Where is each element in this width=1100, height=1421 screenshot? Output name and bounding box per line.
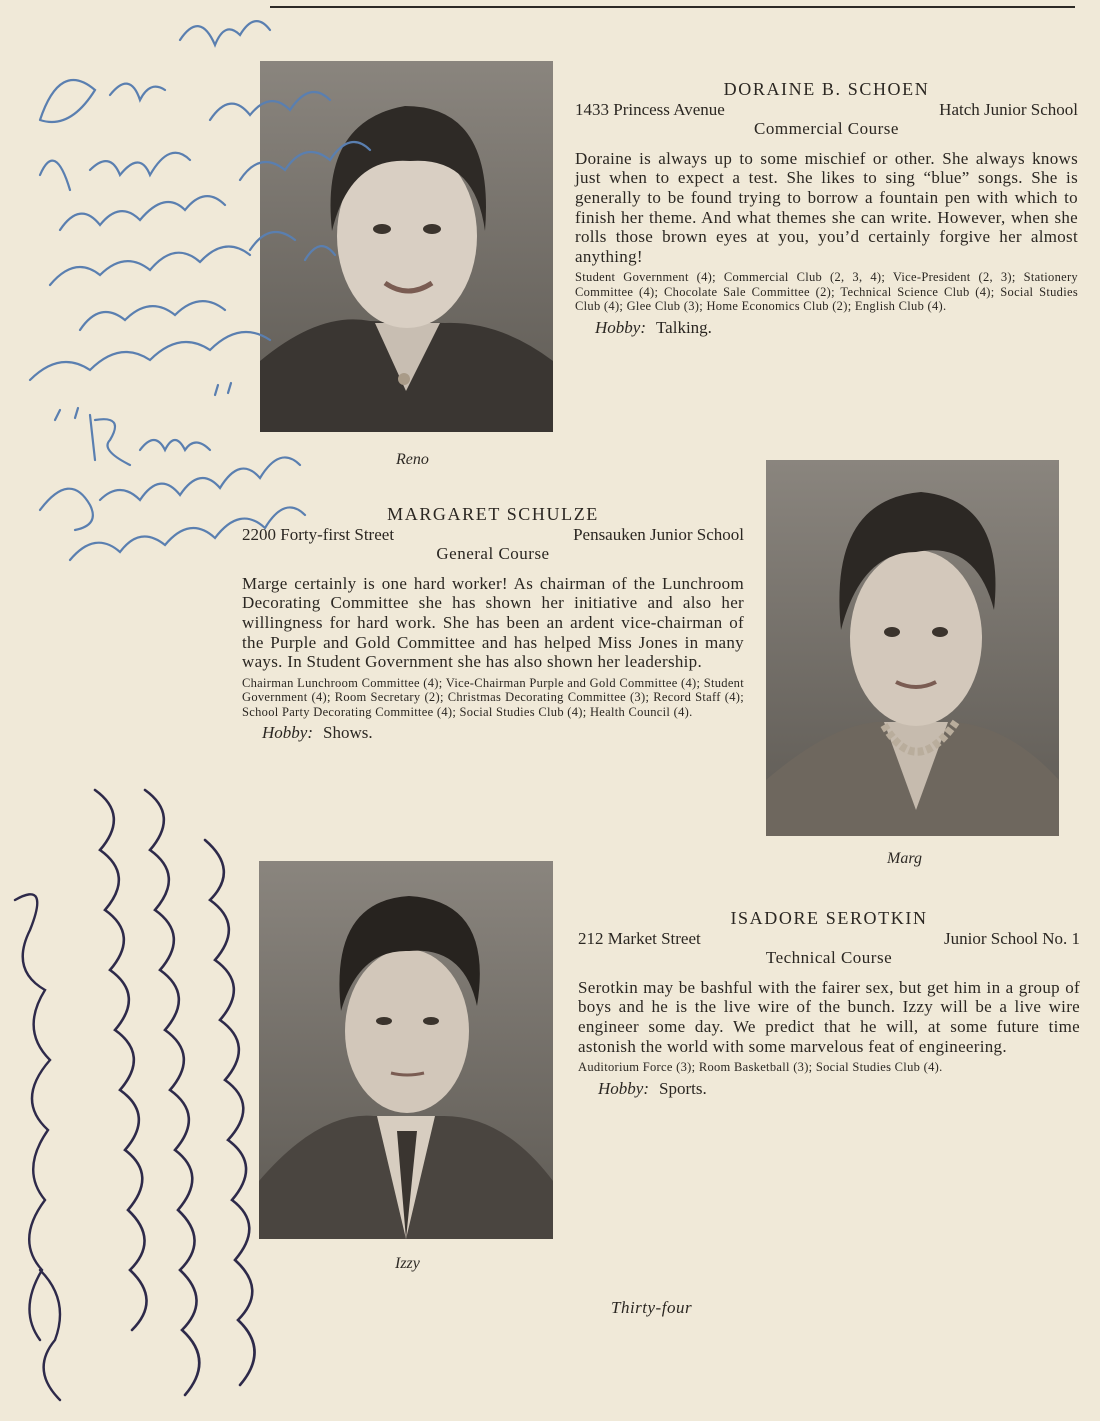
hobby-line	[575, 318, 1078, 338]
address-row	[575, 100, 1078, 120]
portrait-photo-isadore	[259, 861, 553, 1239]
activities-list: Student Government (4); Commercial Club (2, 3, 4); Vice-President (2, 3); Stationery Committee (4); Chocolate Sale Committee (2); Technical Science Club (4); Social Studies Club (4); Glee Club (3); Home Economics Club (2); English Club (4).	[575, 270, 1078, 314]
home-address: 212 Market Street	[578, 928, 701, 948]
home-address: 2200 Forty-first Street	[242, 524, 395, 544]
handwriting-nickname-note	[55, 383, 231, 465]
handwriting-bottom-note	[95, 790, 255, 1395]
student-entry-isadore	[578, 909, 1080, 1098]
biography: Doraine is always up to some mischief or other. She always knows just when to expect a test. She likes to sing “blue” songs. She is generally to be found trying to borrow a fountain pen with which to finish her theme. And what themes she can write. However, when she rolls those brown eyes at you, you’d certainly forgive her almost anything!	[575, 148, 1078, 266]
address-row	[578, 929, 1080, 949]
hobby-value: Talking.	[655, 317, 712, 337]
address-row	[242, 525, 744, 545]
hobby-label: Hobby:	[262, 723, 313, 743]
student-entry-margaret	[242, 505, 744, 743]
course-name: Technical Course	[765, 948, 893, 968]
junior-school: Pensauken Junior School	[573, 524, 744, 544]
nickname-caption: Marg	[887, 850, 922, 867]
student-entry-doraine	[575, 80, 1078, 337]
course-name: General Course	[436, 544, 550, 564]
junior-school: Junior School No. 1	[944, 928, 1080, 948]
handwriting-signature	[15, 894, 60, 1400]
nickname-caption: Izzy	[395, 1255, 420, 1272]
student-name: MARGARET SCHULZE	[387, 504, 599, 524]
top-rule	[270, 6, 1075, 8]
hobby-label: Hobby:	[595, 317, 646, 337]
activities-list: Auditorium Force (3); Room Basketball (3); Social Studies Club (4).	[578, 1060, 943, 1075]
nickname-caption: Reno	[396, 451, 429, 468]
student-name: DORAINE B. SCHOEN	[723, 79, 930, 99]
student-name: ISADORE SEROTKIN	[730, 908, 928, 928]
hobby-value: Sports.	[658, 1078, 707, 1098]
junior-school: Hatch Junior School	[939, 99, 1078, 119]
biography: Marge certainly is one hard worker! As chairman of the Lunchroom Decorating Committee she has shown her initiative and also her willingness for hard work. She has been an ardent vice-chairman of the Purple and Gold Committee and has helped Miss Jones in many ways. In Student Government she has also shown her leadership.	[242, 573, 744, 672]
portrait-photo-doraine	[260, 61, 553, 432]
hobby-label: Hobby:	[598, 1078, 649, 1098]
portrait-photo-margaret	[766, 460, 1059, 836]
home-address: 1433 Princess Avenue	[575, 99, 725, 119]
hobby-line	[242, 723, 744, 743]
activities-list: Chairman Lunchroom Committee (4); Vice-Chairman Purple and Gold Committee (4); Student Government (4); Room Secretary (2); Christmas Decorating Committee (3); Record Staff (4); School Party Decorating Committee (4); Social Studies Club (4); Health Council (4).	[242, 675, 744, 719]
biography: Serotkin may be bashful with the fairer sex, but get him in a group of boys and he is the live wire of the bunch. Izzy will be a live wire engineer some day. We predict that he will, at some future time astonish the world with some marvelous feat of engineering.	[578, 977, 1080, 1056]
hobby-line	[578, 1079, 1080, 1099]
page-number: Thirty-four	[611, 1298, 693, 1317]
hobby-value: Shows.	[322, 723, 373, 743]
course-name: Commercial Course	[754, 119, 899, 139]
